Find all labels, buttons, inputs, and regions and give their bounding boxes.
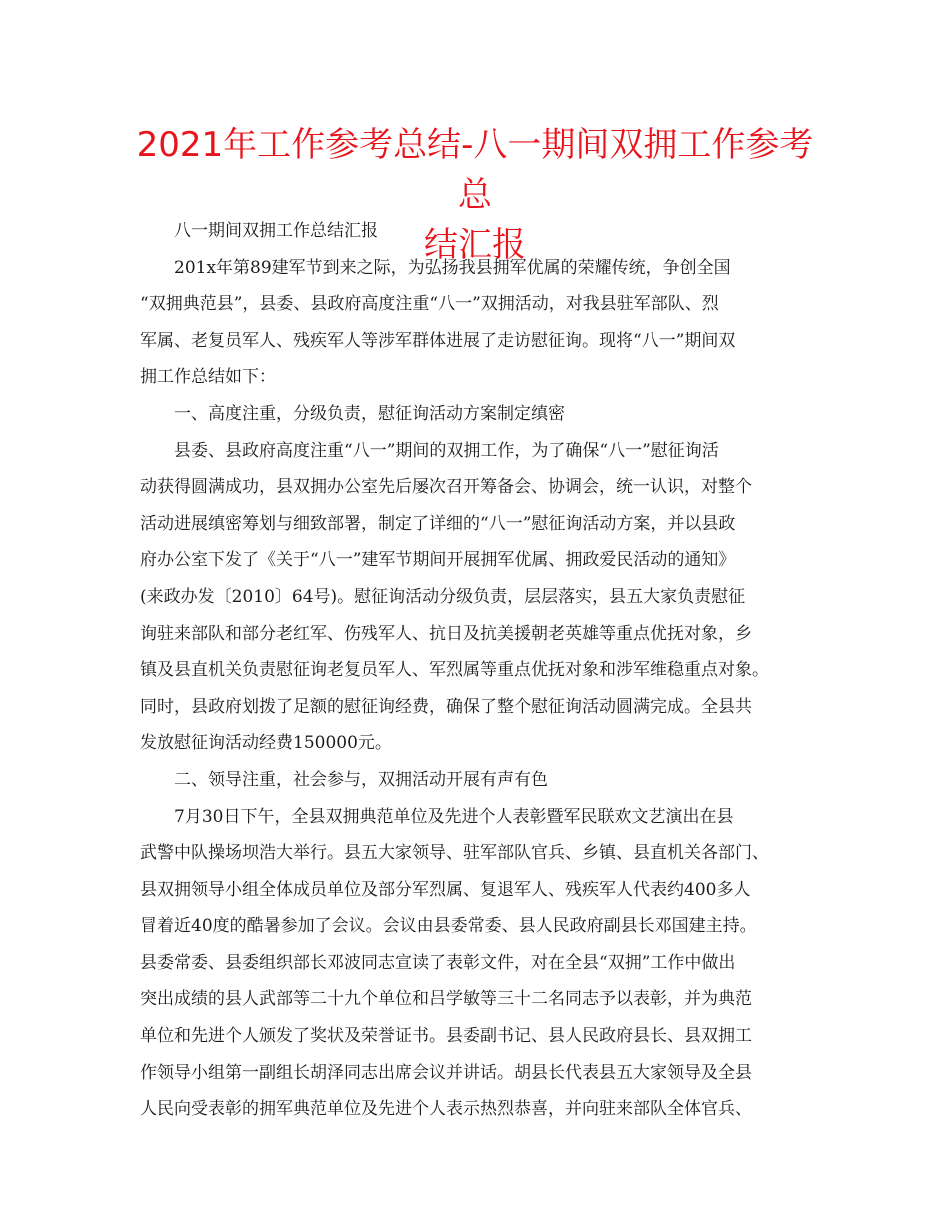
body-line: 镇及县直机关负责慰征询老复员军人、军烈属等重点优抚对象和涉军维稳重点对象。 <box>140 660 769 681</box>
body-line: 同时，县政府划拨了足额的慰征询经费，确保了整个慰征询活动圆满完成。全县共 <box>140 696 752 717</box>
body-line: 冒着近40度的酷暑参加了会议。会议由县委常委、县人民政府副县长邓国建主持。 <box>140 916 757 937</box>
body-line: 县委常委、县委组织部长邓波同志宣读了表彰文件，对在全县“双拥”工作中做出 <box>140 952 736 973</box>
body-line: 八一期间双拥工作总结汇报 <box>174 221 378 241</box>
body-line: 拥工作总结如下： <box>140 367 276 388</box>
body-line: 突出成绩的县人武部等二十九个单位和吕学敏等三十二名同志予以表彰，并为典范 <box>140 989 752 1010</box>
title-line-1: 2021年工作参考总结-八一期间双拥工作参考总 <box>136 125 814 215</box>
body-line: (来政办发〔2010〕64号)。慰征询活动分级负责，层层落实，县五大家负责慰征 <box>140 586 746 607</box>
body-line: 县委、县政府高度注重“八一”期间的双拥工作，为了确保“八一”慰征询活 <box>174 440 719 461</box>
body-line: 府办公室下发了《关于“八一”建军节期间开展拥军优属、拥政爱民活动的通知》 <box>140 550 736 571</box>
body-line: 军属、老复员军人、残疾军人等涉军群体进展了走访慰征询。现将“八一”期间双 <box>140 330 736 351</box>
body-line: 县双拥领导小组全体成员单位及部分军烈属、复退军人、残疾军人代表约400多人 <box>140 879 751 900</box>
body-line: 201x年第89建军节到来之际，为弘扬我县拥军优属的荣耀传统，争创全国 <box>174 257 731 278</box>
body-line: 动获得圆满成功，县双拥办公室先后屡次召开筹备会、协调会，统一认识，对整个 <box>140 477 752 498</box>
body-line: 人民向受表彰的拥军典范单位及先进个人表示热烈恭喜，并向驻来部队全体官兵、 <box>140 1099 752 1120</box>
body-line: 单位和先进个人颁发了奖状及荣誉证书。县委副书记、县人民政府县长、县双拥工 <box>140 1026 752 1047</box>
body-line: “双拥典范县”，县委、县政府高度注重“八一”双拥活动，对我县驻军部队、烈 <box>140 294 719 315</box>
body-line: 活动进展缜密筹划与细致部署，制定了详细的“八一”慰征询活动方案，并以县政 <box>140 513 736 534</box>
body-line: 询驻来部队和部分老红军、伤残军人、抗日及抗美援朝老英雄等重点优抚对象，乡 <box>140 623 752 644</box>
body-line: 一、高度注重，分级负责，慰征询活动方案制定缜密 <box>174 403 565 424</box>
body-line: 发放慰征询活动经费150000元。 <box>140 733 392 754</box>
title-line-2: 结汇报 <box>424 225 526 265</box>
body-line: 作领导小组第一副组长胡泽同志出席会议并讲话。胡县长代表县五大家领导及全县 <box>140 1062 752 1083</box>
body-line: 二、领导注重，社会参与，双拥活动开展有声有色 <box>174 769 548 790</box>
document-body <box>140 213 820 1128</box>
body-line: 7月30日下午，全县双拥典范单位及先进个人表彰暨军民联欢文艺演出在县 <box>174 806 734 827</box>
body-line: 武警中队操场坝浩大举行。县五大家领导、驻军部队官兵、乡镇、县直机关各部门、 <box>140 843 769 864</box>
